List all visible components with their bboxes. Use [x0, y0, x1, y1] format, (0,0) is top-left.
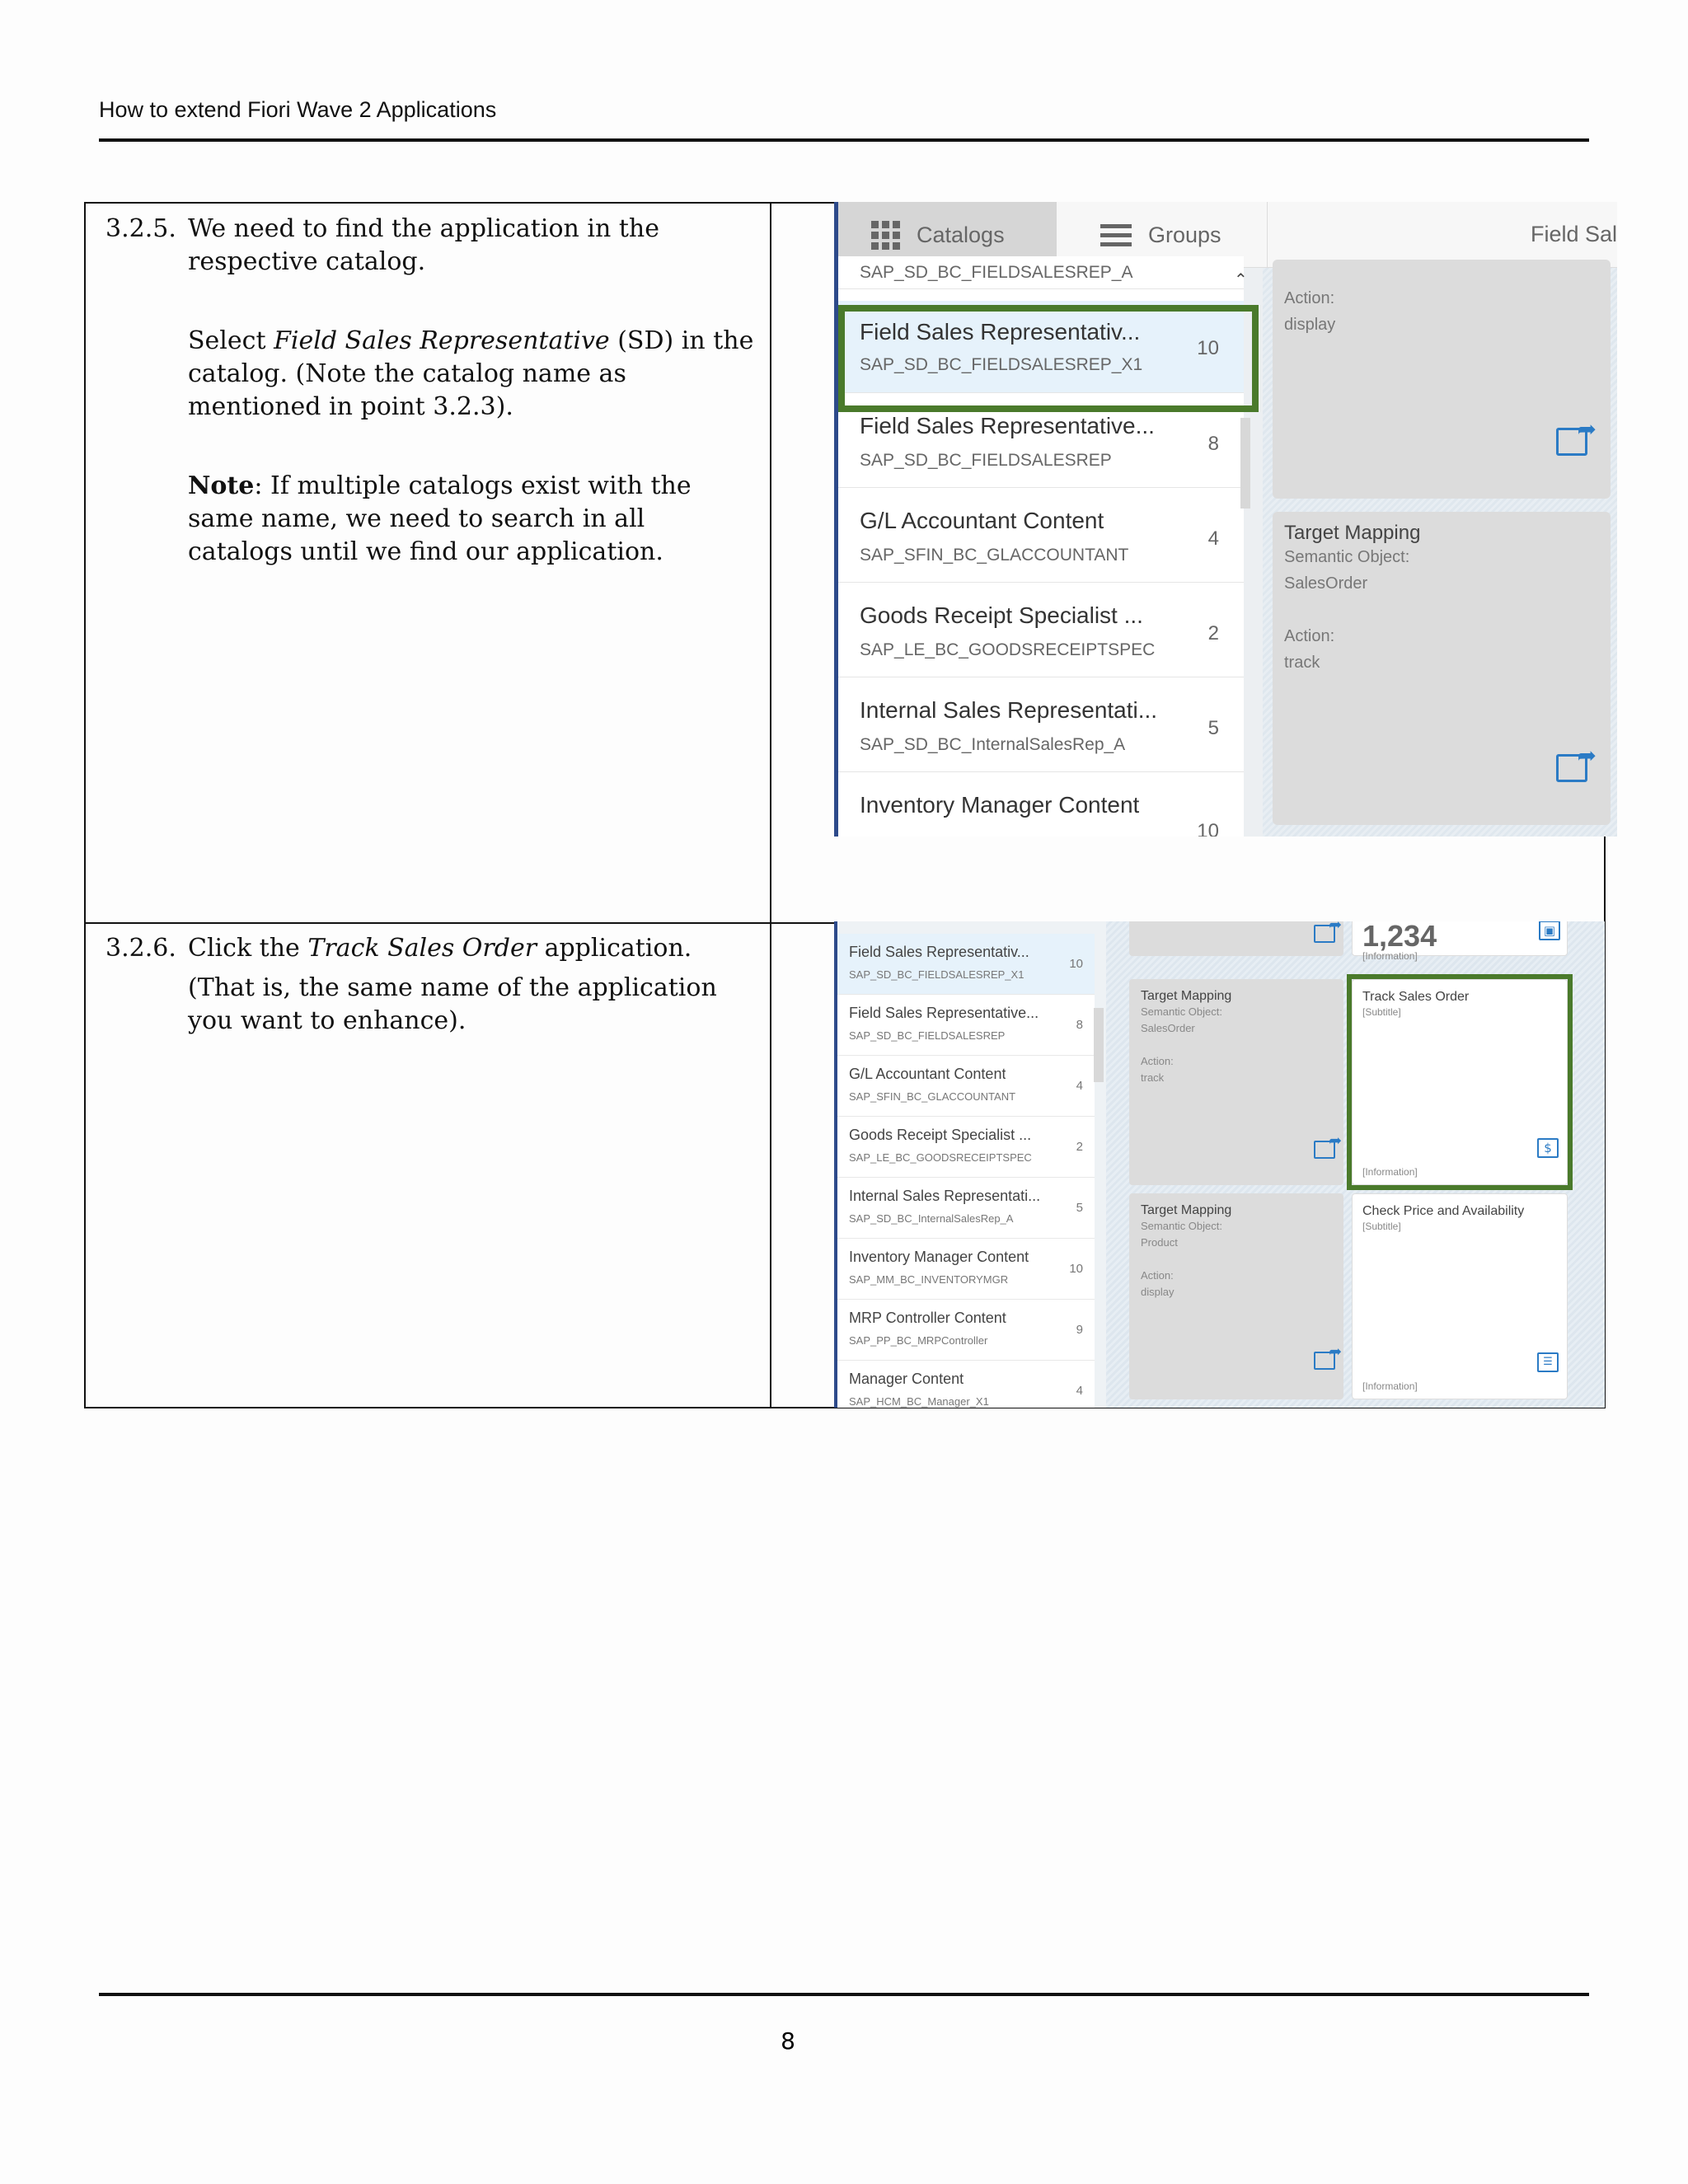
step-instruction: Click the Track Sales Order application.	[188, 934, 692, 963]
catalog-item-selected[interactable]: Field Sales Representativ... SAP_SD_BC_FIELDSALESREP_X1 10	[838, 301, 1244, 393]
share-icon	[1314, 1352, 1335, 1370]
step-note: Note: If multiple catalogs exist with the same name, we need to search in all catalogs until we find our application.	[188, 471, 692, 566]
list-item[interactable]: G/L Accountant Content SAP_SFIN_BC_GLACCOUNTANT 4	[838, 488, 1244, 583]
highlight-frame	[1347, 974, 1573, 1190]
contact-card-icon: ▣	[1539, 921, 1560, 940]
catalog-list	[837, 934, 1095, 1408]
catalog-title: Field Sal	[1530, 222, 1617, 246]
list-item[interactable]: SAP_SD_BC_FIELDSALESREP_A	[838, 256, 1244, 289]
footer-rule	[99, 1993, 1589, 1996]
step-number: 3.2.6.	[106, 934, 176, 963]
step-instruction: Select Field Sales Representative (SD) in the catalog. (Note the catalog name as mentioned in point 3.2.3).	[188, 326, 754, 421]
step-3-2-6	[106, 932, 757, 1084]
tile-area	[1106, 921, 1605, 1408]
grid-icon	[871, 221, 900, 250]
menu-icon	[1100, 219, 1132, 251]
step-3-2-5	[106, 213, 757, 615]
tile-area	[1263, 268, 1617, 837]
list-item[interactable]: G/L Accountant Content SAP_SFIN_BC_GLACCOUNTANT 4	[837, 1056, 1095, 1117]
step-number: 3.2.5.	[106, 214, 176, 243]
share-icon	[1314, 925, 1335, 943]
tab-catalogs[interactable]: Catalogs	[838, 202, 1057, 268]
share-icon	[1556, 428, 1587, 456]
list-item[interactable]: Internal Sales Representati... SAP_SD_BC_InternalSalesRep_A 5	[838, 677, 1244, 772]
page-number: 8	[781, 2027, 795, 2055]
highlight-frame	[838, 305, 1259, 412]
chevron-up-icon[interactable]: ⌃	[1234, 271, 1248, 289]
catalog-item-selected[interactable]: Field Sales Representativ... SAP_SD_BC_FIELDSALESREP_X1 10	[837, 934, 1095, 995]
screenshot-catalog-selection	[834, 202, 1617, 837]
track-sales-order-tile[interactable]: Track Sales Order [Subtitle] [Information] $	[1352, 979, 1568, 1185]
screenshot-track-sales-order	[834, 921, 1605, 1408]
column-divider	[770, 204, 771, 1407]
step-instruction: (That is, the same name of the application you want to enhance).	[188, 973, 717, 1035]
document-header-title: How to extend Fiori Wave 2 Applications	[99, 97, 497, 122]
share-icon	[1314, 1141, 1335, 1159]
check-price-tile[interactable]: Check Price and Availability [Subtitle] [Information] ☰	[1352, 1193, 1568, 1399]
list-item[interactable]: Inventory Manager Content 10	[838, 772, 1244, 837]
target-mapping-tile[interactable]: Target Mapping Semantic Object: SalesOrder Action: track ➦	[1129, 979, 1343, 1185]
list-card-icon: ☰	[1537, 1352, 1559, 1372]
list-item[interactable]: Field Sales Representative... SAP_SD_BC_FIELDSALESREP 8	[838, 393, 1244, 488]
target-mapping-tile[interactable]	[1129, 921, 1343, 956]
list-item[interactable]: Goods Receipt Specialist ... SAP_LE_BC_GOODSRECEIPTSPEC 2	[838, 583, 1244, 677]
target-mapping-tile[interactable]: Target Mapping Semantic Object: SalesOrder Action: track ➦	[1273, 512, 1611, 825]
scrollbar[interactable]	[1094, 1008, 1104, 1082]
target-mapping-tile[interactable]: Target Mapping Semantic Object: Product Action: display ➦	[1129, 1193, 1343, 1399]
tab-groups[interactable]: Groups	[1059, 202, 1269, 268]
list-item[interactable]: Goods Receipt Specialist ... SAP_LE_BC_GOODSRECEIPTSPEC 2	[837, 1117, 1095, 1178]
kpi-tile[interactable]: 1,234 [Information] ▣	[1352, 921, 1568, 956]
scrollbar[interactable]	[1240, 418, 1250, 509]
list-item[interactable]: Field Sales Representative... SAP_SD_BC_FIELDSALESREP 8	[837, 995, 1095, 1056]
dollar-document-icon: $	[1537, 1138, 1559, 1158]
list-item[interactable]: Manager Content SAP_HCM_BC_Manager_X1 4	[837, 1361, 1095, 1408]
target-mapping-tile[interactable]: Action: display ➦	[1273, 260, 1611, 499]
list-item[interactable]: MRP Controller Content SAP_PP_BC_MRPController 9	[837, 1300, 1095, 1361]
share-icon	[1556, 754, 1587, 782]
header-rule	[99, 138, 1589, 142]
list-item[interactable]: Internal Sales Representati... SAP_SD_BC_InternalSalesRep_A 5	[837, 1178, 1095, 1239]
list-item[interactable]: Inventory Manager Content SAP_MM_BC_INVENTORYMGR 10	[837, 1239, 1095, 1300]
step-instruction: We need to find the application in the respective catalog.	[188, 214, 659, 276]
